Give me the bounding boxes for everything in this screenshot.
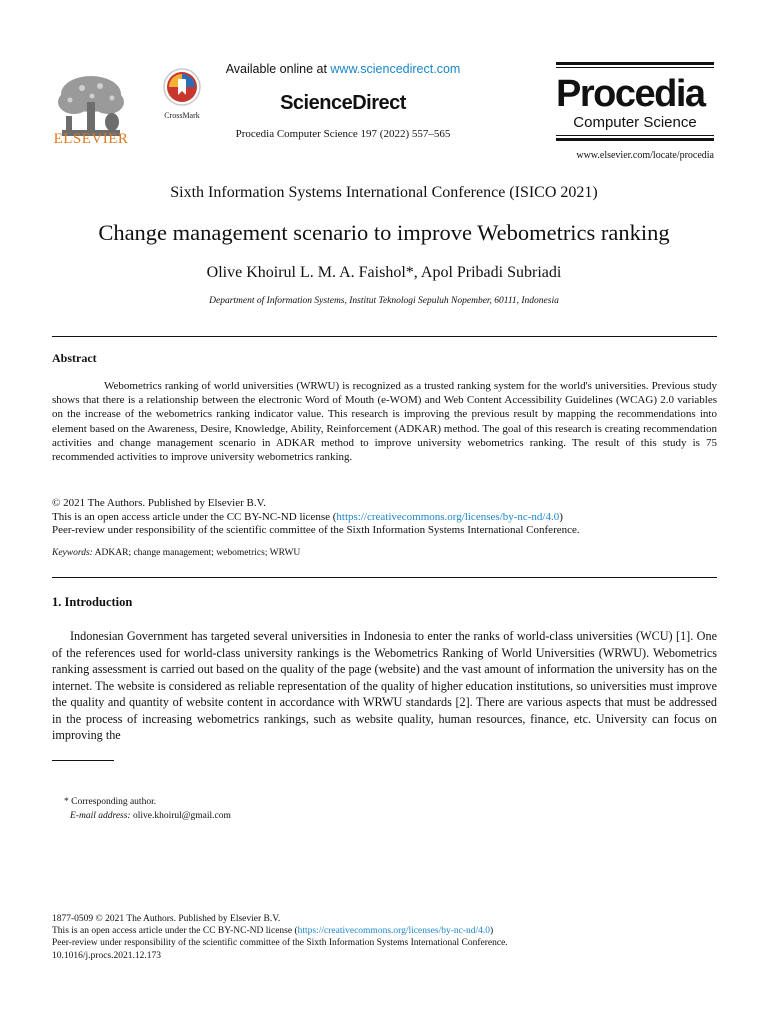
bottom-license-prefix: This is an open access article under the CC BY-NC-ND license ( [52, 926, 298, 937]
procedia-top-rule [556, 62, 714, 65]
bottom-license-suffix: ) [490, 926, 494, 937]
introduction-body [52, 628, 717, 744]
affiliation: Department of Information Systems, Institut Teknologi Sepuluh Nopember, 60111, Indonesia [209, 296, 559, 306]
sciencedirect-link[interactable]: www.sciencedirect.com [330, 62, 461, 76]
procedia-bottom-rule [556, 138, 714, 141]
footnote-block [64, 795, 231, 823]
bottom-peer-review-line: Peer-review under responsibility of the scientific committee of the Sixth Information Systems International Conference. [52, 938, 508, 949]
introduction-text: Indonesian Government has targeted several universities in Indonesia to enter the ranks of world-class universities (WCU) [1]. One of the references used for world-class university rankings is the Webometrics Ranking of World Universities (WRWU). Webometrics ranking assessment is carried out based on the quality of the page (website) and the vast amount of information the university has on the internet. The website is considered as reliable representation of the quality of higher education institutions, so universities must improve the quality and quantity of website content in accordance with WRWU standards [2]. There are various aspects that must be addressed in the process of increasing webometrics rankings, such as website quality, human resources, finance, etc. University can focus on improving the [52, 629, 717, 742]
email-label: E-mail address: [70, 811, 131, 821]
footnote-rule [52, 760, 114, 761]
abstract-copyright-block [52, 497, 717, 538]
issn-line: 1877-0509 © 2021 The Authors. Published by Elsevier B.V. [52, 914, 281, 924]
paper-title: Change management scenario to improve Webometrics ranking [98, 220, 670, 245]
conference-name: Sixth Information Systems International Conference (ISICO 2021) [170, 184, 598, 201]
abstract-heading: Abstract [52, 351, 97, 365]
peer-review-line: Peer-review under responsibility of the scientific committee of the Sixth Information Systems International Conference. [52, 524, 580, 536]
procedia-logo-block [556, 62, 714, 141]
abstract-text: Webometrics ranking of world universities (WRWU) is recognized as a trusted ranking system for the world's universities. Previous study shows that there is a relationship between the electronic Word of Mouth (e-WOM) and Web Content Accessibility Guidelines (WCAG) 2.0 variables on the increase of the webometrics ranking indicator value. This research is improving the previous result by mapping the recommendations into element based on the Awareness, Desire, Knowledge, Ability, Reinforcement (ADKAR) method. The goal of this research is creating recommendation activities and change management scenario in ADKAR method to improve university webometrics ranking. The result of this study is 75 recommended activities to improve university webometrics ranking. [52, 380, 717, 464]
bottom-license-link[interactable]: https://creativecommons.org/licenses/by-nc-nd/4.0 [297, 926, 491, 937]
corresponding-author-note: * Corresponding author. [64, 797, 157, 807]
keywords-label: Keywords: [52, 548, 93, 558]
procedia-bottom-thin-rule [556, 135, 714, 136]
abstract-body [52, 379, 717, 464]
license-line [52, 511, 717, 525]
keywords-list: ADKAR; change management; webometrics; WRWU [92, 548, 301, 558]
introduction-heading: 1. Introduction [52, 595, 133, 609]
author-list: Olive Khoirul L. M. A. Faishol*, Apol Pribadi Subriadi [206, 264, 562, 281]
bottom-copyright-block [52, 913, 717, 962]
abstract-bottom-rule [52, 577, 717, 578]
license-suffix: ) [559, 510, 563, 523]
email-line [64, 809, 231, 823]
email-address[interactable]: olive.khoirul@gmail.com [130, 811, 231, 821]
doi-line[interactable]: 10.1016/j.procs.2021.12.173 [52, 950, 161, 961]
available-prefix: Available online at [225, 62, 331, 76]
procedia-top-thin-rule [556, 67, 714, 68]
journal-url[interactable]: www.elsevier.com/locate/procedia [576, 150, 714, 161]
procedia-title: Procedia [556, 73, 705, 115]
abstract-top-rule [52, 336, 717, 337]
available-online-line [208, 62, 478, 76]
license-link[interactable]: https://creativecommons.org/licenses/by-nc-nd/4.0 [336, 510, 560, 523]
elsevier-wordmark: ELSEVIER [53, 131, 129, 147]
license-prefix: This is an open access article under the CC BY-NC-ND license ( [52, 510, 337, 523]
keywords-line [52, 548, 717, 558]
copyright-line: © 2021 The Authors. Published by Elsevier B.V. [52, 497, 266, 509]
crossmark-badge[interactable] [158, 68, 206, 120]
crossmark-icon [163, 68, 201, 106]
procedia-subtitle: Computer Science [573, 114, 697, 131]
bottom-license-line [52, 925, 717, 937]
crossmark-label: CrossMark [164, 111, 200, 120]
sciencedirect-title: ScienceDirect [280, 92, 406, 114]
journal-reference: Procedia Computer Science 197 (2022) 557–565 [235, 128, 451, 140]
